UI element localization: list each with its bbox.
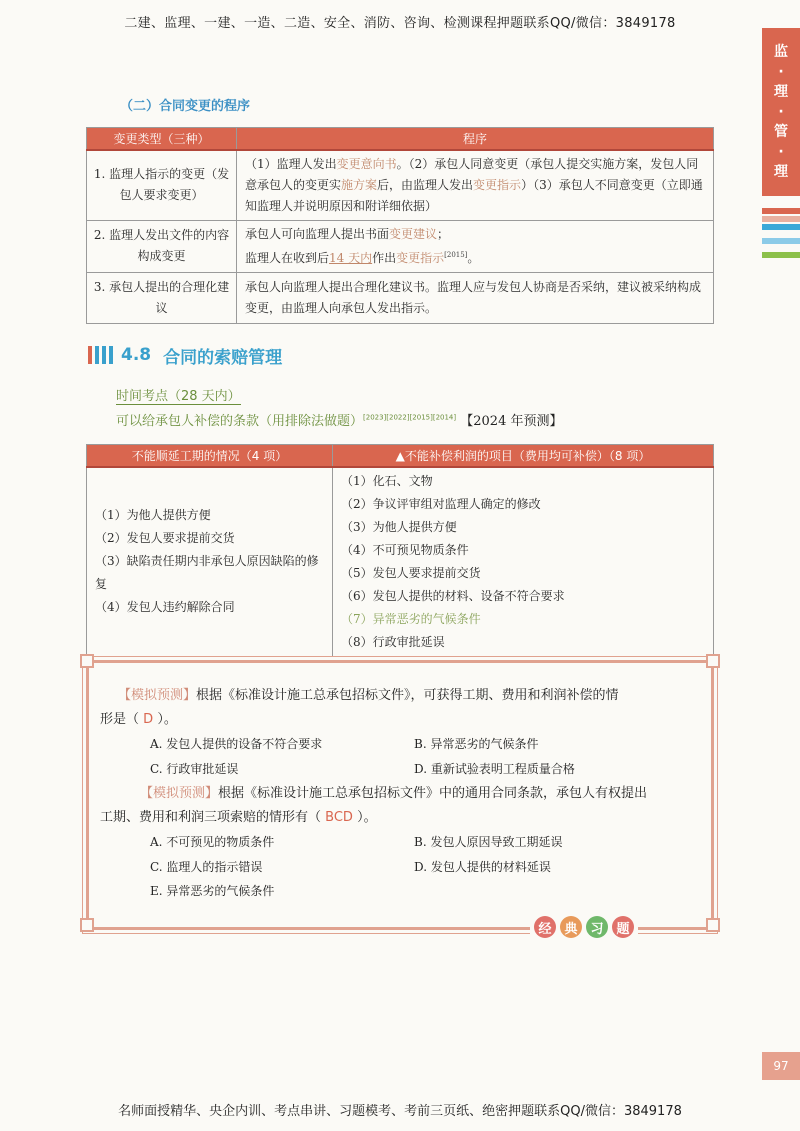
change-type-cell: 3. 承包人提出的合理化建议	[87, 272, 237, 323]
option-c: C. 行政审批延误	[150, 762, 239, 776]
bottom-banner: 名师面授精华、央企内训、考点串讲、习题模考、考前三页纸、绝密押题联系QQ/微信：3849178	[118, 1104, 682, 1119]
claim-table	[86, 444, 714, 657]
badge-char: 题	[612, 916, 634, 938]
frame-corner-ornament	[706, 918, 720, 932]
side-color-bar	[762, 224, 800, 230]
side-tab-char: 监	[774, 43, 788, 60]
side-color-bar	[762, 238, 800, 244]
list-item: （2）发包人要求提前交货	[95, 531, 235, 545]
list-item: （4）发包人违约解除合同	[95, 600, 235, 614]
change-type-cell: 2. 监理人发出文件的内容构成变更	[87, 220, 237, 272]
frame-corner-ornament	[706, 654, 720, 668]
badge-char: 典	[560, 916, 582, 938]
question-label: 【模拟预测】	[140, 786, 219, 801]
list-item: （2）争议评审组对监理人确定的修改	[341, 496, 541, 511]
list-item: （1）化石、文物	[341, 473, 433, 488]
section-title: 合同的索赔管理	[163, 347, 283, 368]
no-profit-list	[333, 467, 714, 657]
frame-corner-ornament	[80, 918, 94, 932]
list-item: （3）为他人提供方便	[341, 519, 457, 534]
compensation-key-point: 可以给承包人补偿的条款（用排除法做题）[2023][2022][2015][2014] 【2024 年预测】	[116, 413, 563, 429]
option-d: D. 发包人提供的材料延误	[414, 860, 551, 874]
table-header: 不能顺延工期的情况（4 项）	[87, 445, 333, 467]
side-tab-char: 理	[774, 83, 788, 100]
answer: BCD	[325, 810, 353, 825]
side-color-bar	[762, 216, 800, 222]
option-a: A. 发包人提供的设备不符合要求	[150, 737, 323, 751]
question-1: 【模拟预测】根据《标准设计施工总承包招标文件》，可获得工期、费用和利润补偿的情	[118, 688, 619, 703]
option-b: B. 异常恶劣的气候条件	[414, 737, 539, 751]
contract-change-table	[86, 127, 714, 324]
option-a: A. 不可预见的物质条件	[150, 835, 275, 849]
page-number: 97	[762, 1052, 800, 1080]
list-item: （7）异常恶劣的气候条件	[341, 611, 481, 626]
list-item: （8）行政审批延误	[341, 634, 445, 649]
frame-corner-ornament	[80, 654, 94, 668]
section-number: 4.8	[121, 345, 152, 365]
side-tab-dot: ·	[778, 63, 784, 80]
side-tab-char: 管	[774, 123, 788, 140]
side-tab-char: 理	[774, 163, 788, 180]
list-item: （4）不可预见物质条件	[341, 542, 469, 557]
table-row	[87, 467, 714, 657]
procedure-cell: 承包人可向监理人提出书面变更建议； 监理人在收到后14 天内作出变更指示[2015]。	[237, 220, 714, 272]
list-item: （5）发包人要求提前交货	[341, 565, 481, 580]
change-type-cell: 1. 监理人指示的变更（发包人要求变更）	[87, 150, 237, 221]
classic-exercises-badge	[530, 916, 638, 938]
table-header: ▲不能补偿利润的项目（费用均可补偿）（8 项）	[333, 445, 714, 467]
table-row	[87, 272, 714, 323]
answer: D	[143, 712, 154, 727]
question-1-cont: 形是（ D ）。	[100, 712, 177, 727]
procedure-cell: 承包人向监理人提出合理化建议书。监理人应与发包人协商是否采纳，建议被采纳构成变更，由监理人向承包人发出指示。	[237, 272, 714, 323]
heading-bars-icon	[88, 346, 113, 364]
no-extension-list	[87, 467, 333, 657]
section-heading-4-8	[88, 342, 282, 368]
option-e: E. 异常恶劣的气候条件	[150, 884, 275, 898]
table-header: 变更类型（三种）	[87, 128, 237, 150]
question-2: 【模拟预测】根据《标准设计施工总承包招标文件》中的通用合同条款，承包人有权提出	[140, 786, 648, 801]
list-item: （6）发包人提供的材料、设备不符合要求	[341, 588, 565, 603]
question-label: 【模拟预测】	[118, 688, 197, 703]
list-item: （3）缺陷责任期内非承包人原因缺陷的修复	[95, 554, 319, 591]
chapter-side-tab	[762, 28, 800, 196]
badge-char: 经	[534, 916, 556, 938]
section-subheading: （二）合同变更的程序	[120, 99, 251, 114]
question-2-cont: 工期、费用和利润三项索赔的情形有（ BCD ）。	[100, 810, 377, 825]
procedure-cell: （1）监理人发出变更意向书。（2）承包人同意变更（承包人提交实施方案，发包人同意承包人的变更实施方案后，由监理人发出变更指示）（3）承包人不同意变更（立即通知监理人并说明原因和附详细依据）	[237, 150, 714, 221]
side-tab-dot: ·	[778, 143, 784, 160]
option-b: B. 发包人原因导致工期延误	[414, 835, 563, 849]
side-color-bar	[762, 252, 800, 258]
table-row	[87, 220, 714, 272]
option-d: D. 重新试验表明工程质量合格	[414, 762, 575, 776]
time-key-point: 时间考点（28 天内）	[116, 385, 241, 405]
option-c: C. 监理人的指示错误	[150, 860, 263, 874]
top-banner: 二建、监理、一建、一造、二造、安全、消防、咨询、检测课程押题联系QQ/微信：3849178	[124, 16, 676, 31]
table-row	[87, 150, 714, 221]
table-header: 程序	[237, 128, 714, 150]
badge-char: 习	[586, 916, 608, 938]
list-item: （1）为他人提供方便	[95, 508, 211, 522]
side-tab-dot: ·	[778, 103, 784, 120]
side-color-bar	[762, 208, 800, 214]
